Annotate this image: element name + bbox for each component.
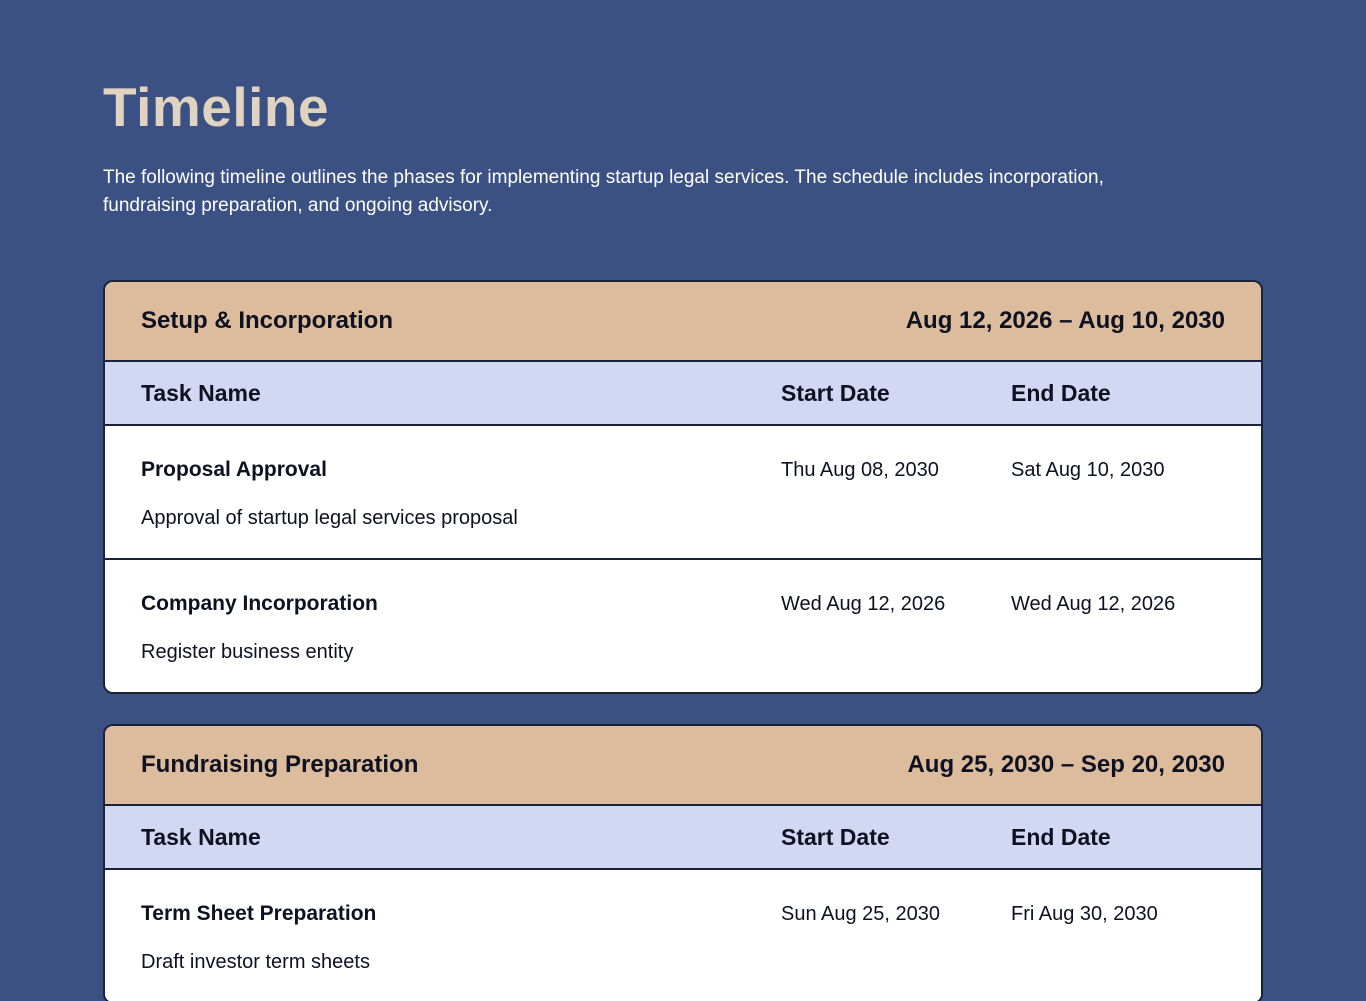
column-header-start-date: Start Date <box>781 824 890 851</box>
task-description: Register business entity <box>141 641 354 664</box>
phase-name: Fundraising Preparation <box>141 751 419 779</box>
phase-date-range: Aug 12, 2026 – Aug 10, 2030 <box>905 307 1225 335</box>
task-name: Term Sheet Preparation <box>141 902 377 926</box>
column-header-task-name: Task Name <box>141 824 261 851</box>
task-end-date: Wed Aug 12, 2026 <box>1011 593 1176 616</box>
table-row <box>105 560 1261 692</box>
column-header-start-date: Start Date <box>781 380 890 407</box>
table-header-row <box>105 362 1261 426</box>
task-main-cell <box>141 589 781 667</box>
task-end-date: Fri Aug 30, 2030 <box>1011 903 1158 926</box>
task-start-date: Thu Aug 08, 2030 <box>781 459 939 482</box>
column-header-end-date: End Date <box>1011 824 1111 851</box>
table-row <box>105 870 1261 1001</box>
task-main-cell <box>141 455 781 533</box>
task-start-date: Sun Aug 25, 2030 <box>781 903 941 926</box>
phase-list <box>103 280 1263 1001</box>
task-description: Approval of startup legal services proposal <box>141 507 518 530</box>
task-start-date: Wed Aug 12, 2026 <box>781 593 946 616</box>
page-description: The following timeline outlines the phases for implementing startup legal services. The schedule includes incorporation, fundraising preparation, and ongoing advisory. <box>103 167 1104 217</box>
table-header-row <box>105 806 1261 870</box>
page-title: Timeline <box>103 76 330 138</box>
column-header-end-date: End Date <box>1011 380 1111 407</box>
table-row <box>105 426 1261 560</box>
phase-name: Setup & Incorporation <box>141 307 393 335</box>
task-main-cell <box>141 899 781 977</box>
task-name: Proposal Approval <box>141 458 327 482</box>
column-header-task-name: Task Name <box>141 380 261 407</box>
task-description: Draft investor term sheets <box>141 951 370 974</box>
phase-card <box>103 280 1263 694</box>
task-end-date: Sat Aug 10, 2030 <box>1011 459 1165 482</box>
phase-card <box>103 724 1263 1001</box>
task-body <box>105 870 1261 1001</box>
task-name: Company Incorporation <box>141 592 378 616</box>
phase-header <box>105 282 1261 362</box>
phase-date-range: Aug 25, 2030 – Sep 20, 2030 <box>907 751 1225 779</box>
phase-header <box>105 726 1261 806</box>
task-body <box>105 426 1261 692</box>
